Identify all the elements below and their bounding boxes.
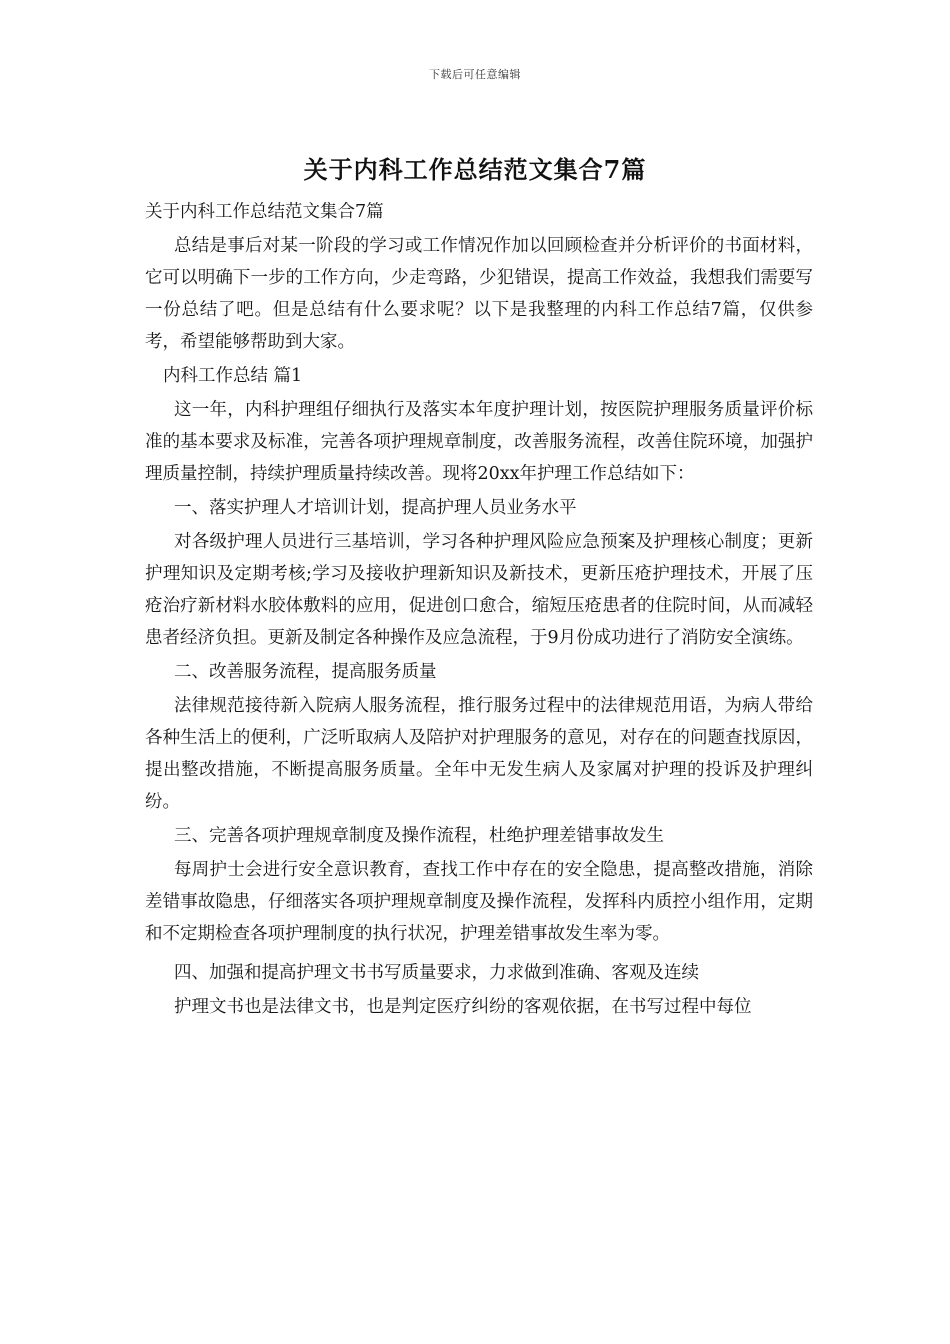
document-body <box>145 196 813 1025</box>
heading-four: 四、加强和提高护理文书书写质量要求，力求做到准确、客观及连续 <box>174 963 699 983</box>
subtitle-paragraph: 关于内科工作总结范文集合7篇 <box>145 202 384 222</box>
section-heading-part1: 内科工作总结 篇1 <box>163 366 303 386</box>
document-title: 关于内科工作总结范文集合7篇 <box>303 155 647 184</box>
heading-two: 二、改善服务流程，提高服务质量 <box>174 662 437 682</box>
overview-paragraph: 这一年，内科护理组仔细执行及落实本年度护理计划，按医院护理服务质量评价标准的基本要求及标准，完善各项护理规章制度，改善服务流程，改善住院环境，加强护理质量控制，持续护理质量持续改善。现将20xx年护理工作总结如下： <box>145 400 813 484</box>
paragraph-one: 对各级护理人员进行三基培训，学习各种护理风险应急预案及护理核心制度；更新护理知识及定期考核;学习及接收护理新知识及新技术，更新压疮护理技术，开展了压疮治疗新材料水胶体敷料的应用，促进创口愈合，缩短压疮患者的住院时间，从而减轻患者经济负担。更新及制定各种操作及应急流程，于9月份成功进行了消防安全演练。 <box>145 532 813 648</box>
header-note: 下载后可任意编辑 <box>429 68 521 81</box>
heading-one: 一、落实护理人才培训计划，提高护理人员业务水平 <box>174 498 577 518</box>
paragraph-two: 法律规范接待新入院病人服务流程，推行服务过程中的法律规范用语，为病人带给各种生活上的便利，广泛听取病人及陪护对护理服务的意见，对存在的问题查找原因，提出整改措施，不断提高服务质量。全年中无发生病人及家属对护理的投诉及护理纠纷。 <box>145 696 813 812</box>
heading-three: 三、完善各项护理规章制度及操作流程，杜绝护理差错事故发生 <box>174 826 664 846</box>
intro-paragraph: 总结是事后对某一阶段的学习或工作情况作加以回顾检查并分析评价的书面材料，它可以明确下一步的工作方向，少走弯路，少犯错误，提高工作效益，我想我们需要写一份总结了吧。但是总结有什么要求呢？以下是我整理的内科工作总结7篇，仅供参考，希望能够帮助到大家。 <box>145 236 813 352</box>
paragraph-three: 每周护士会进行安全意识教育，查找工作中存在的安全隐患，提高整改措施，消除差错事故隐患，仔细落实各项护理规章制度及操作流程，发挥科内质控小组作用，定期和不定期检查各项护理制度的执行状况，护理差错事故发生率为零。 <box>145 860 813 944</box>
paragraph-four: 护理文书也是法律文书，也是判定医疗纠纷的客观依据，在书写过程中每位 <box>174 997 752 1017</box>
